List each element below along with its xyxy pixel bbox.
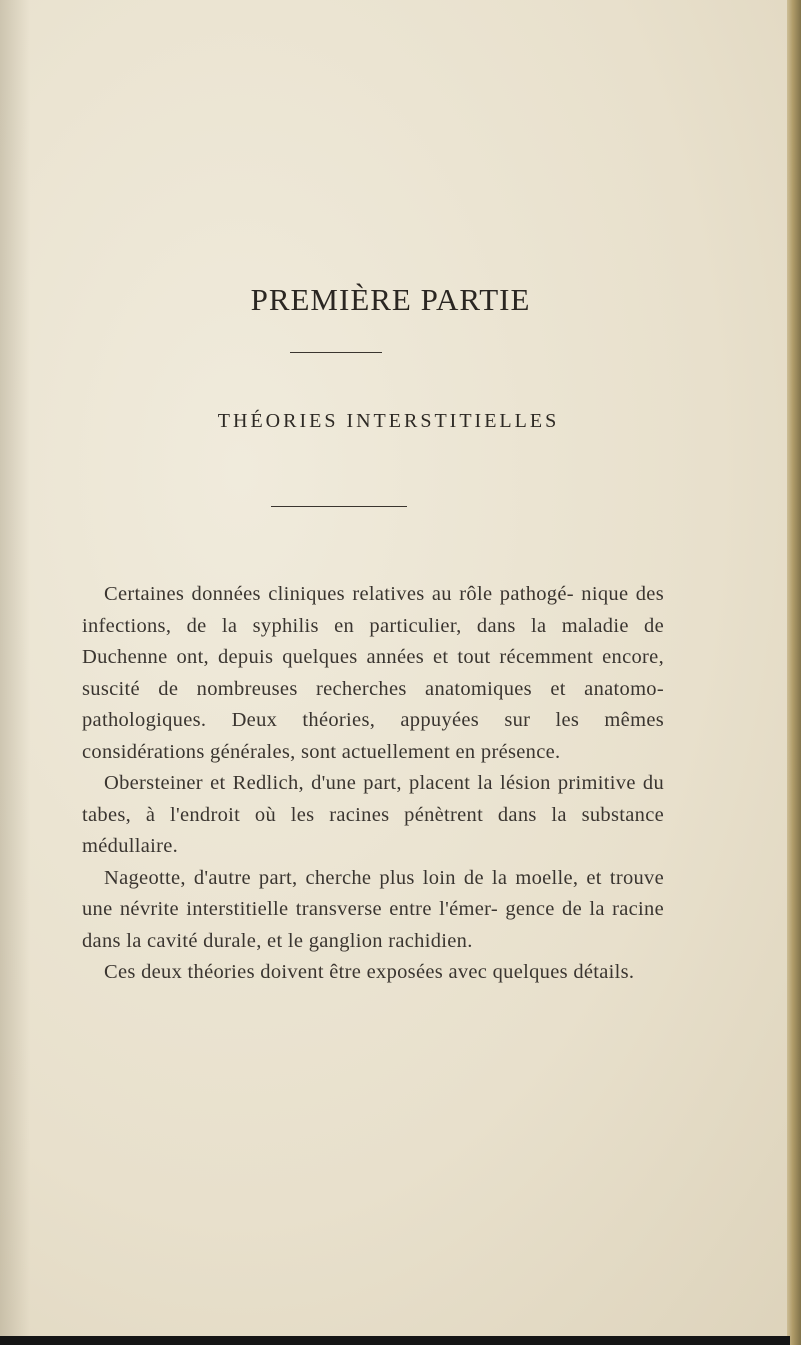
- page-bottom-bar: [0, 1336, 790, 1345]
- paragraph: Obersteiner et Redlich, d'une part, placent la lésion primitive du tabes, à l'endroit où les racines pénètrent dans la substance médullaire.: [82, 772, 664, 857]
- body-text: [82, 579, 664, 989]
- page-edge-right: [787, 0, 801, 1345]
- title-rule-bottom: [271, 506, 407, 507]
- paragraph: Nageotte, d'autre part, cherche plus loin de la moelle, et trouve une névrite interstitielle transverse entre l'émer- gence de la racine dans la cavité durale, et le ganglion rachidien.: [82, 866, 664, 952]
- page-shadow-left: [0, 0, 30, 1345]
- part-title: PREMIÈRE PARTIE: [250, 282, 531, 317]
- section-title: THÉORIES INTERSTITIELLES: [217, 410, 560, 432]
- paragraph: Certaines données cliniques relatives au rôle pathogé- nique des infections, de la syphilis en particulier, dans la maladie de Duchenne ont, depuis quelques années et tout récemment encore, suscité de nombreuses recherches anatomiques et anatomo-pathologiques. Deux théories, appuyées sur les mêmes considérations générales, sont actuellement en présence.: [82, 583, 664, 763]
- title-rule-top: [290, 352, 382, 353]
- paragraph: Ces deux théories doivent être exposées avec quelques détails.: [104, 961, 635, 983]
